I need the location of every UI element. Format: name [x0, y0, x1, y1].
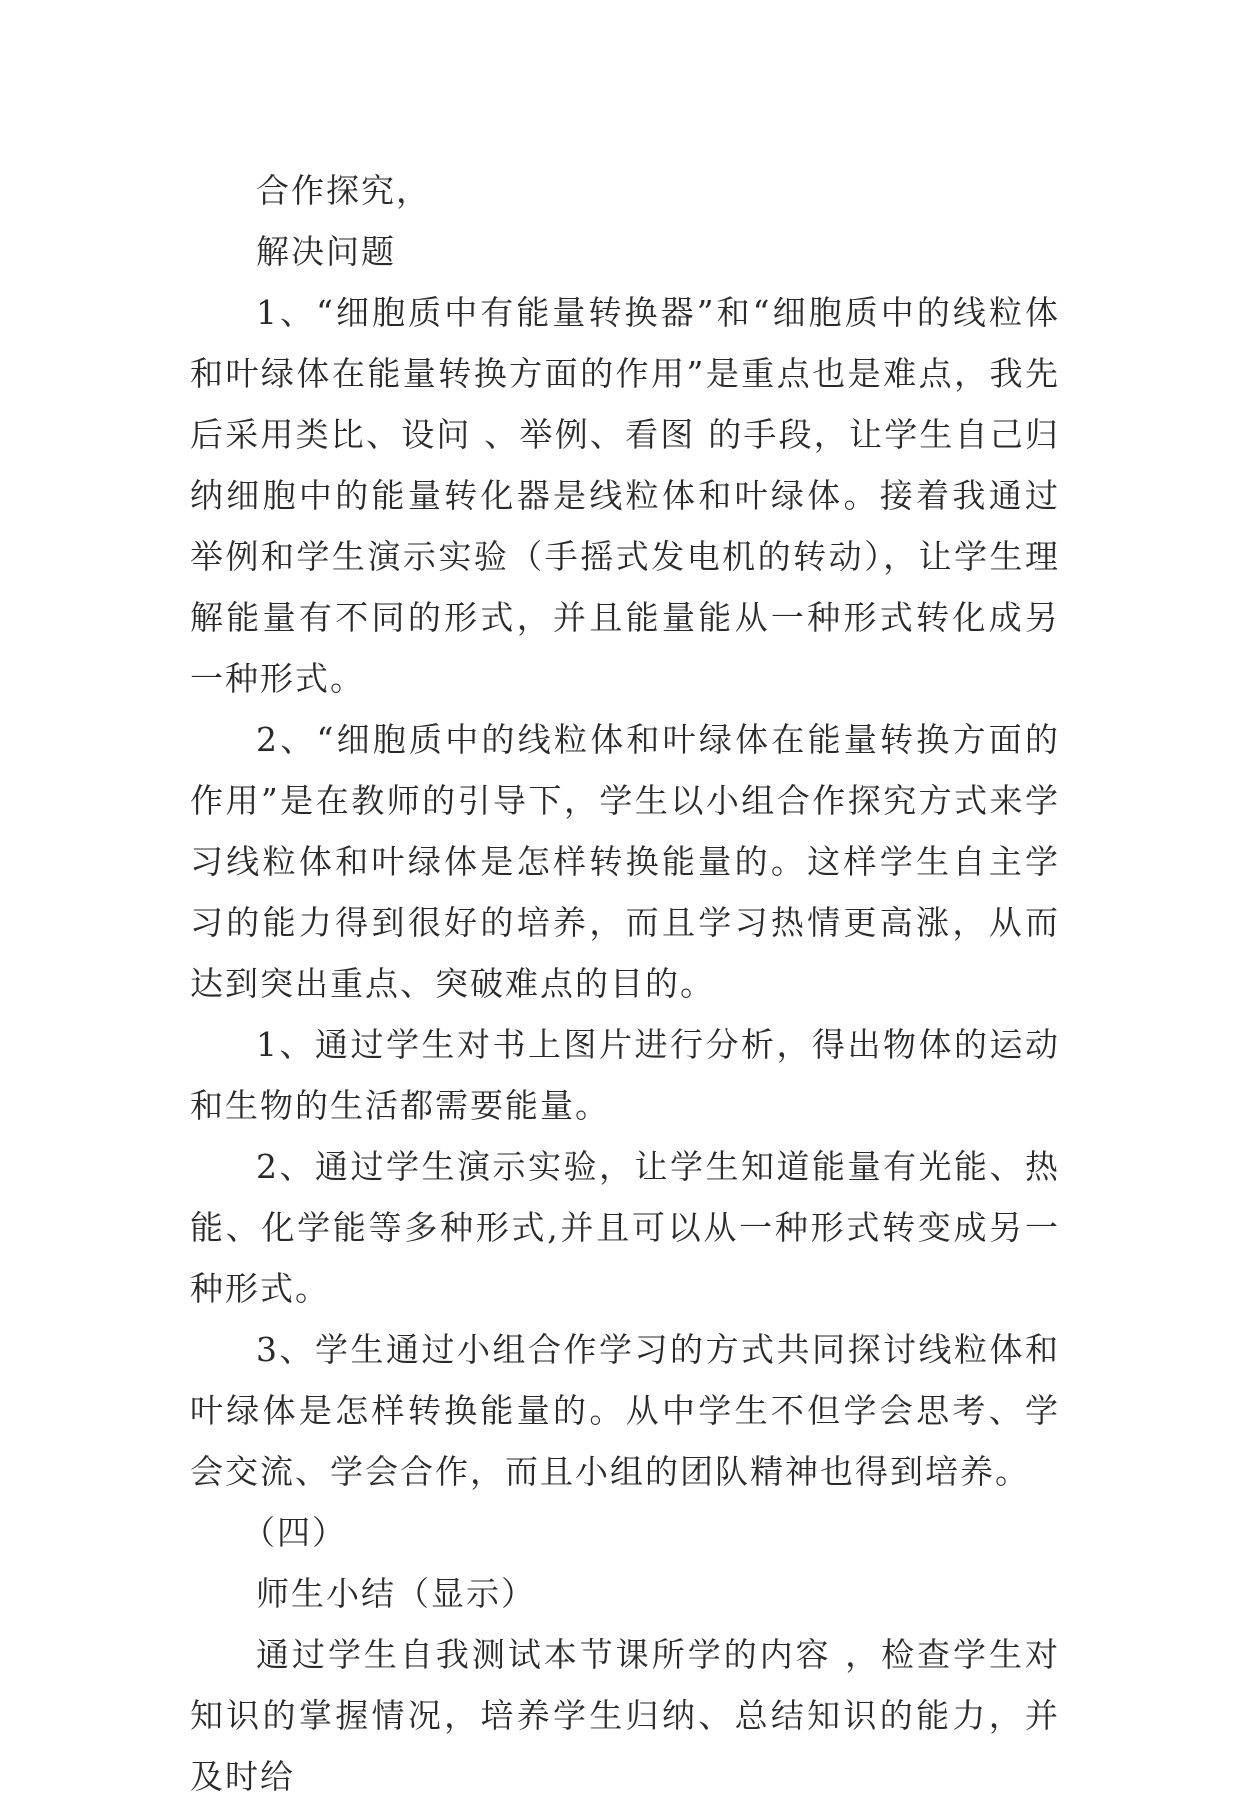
paragraph-heading-cooperate: 合作探究， [256, 171, 431, 210]
document-body [190, 160, 1060, 1807]
paragraph-summary-heading: 师生小结（显示） [256, 1574, 536, 1613]
paragraph-point-1: 1、“细胞质中有能量转换器”和“细胞质中的线粒体和叶绿体在能量转换方面的作用”是重点也是难点，我先后采用类比、设问 、举例、看图 的手段，让学生自己归纳细胞中的能量转化器是线粒体和叶绿体。接着我通过举例和学生演示实验（手摇式发电机的转动），让学生理解能量有不同的形式，并且能量能从一种形式转化成另一种形式。 [190, 293, 1060, 698]
paragraph-section-four: （四） [242, 1513, 347, 1552]
paragraph-goal-2: 2、通过学生演示实验，让学生知道能量有光能、热能、化学能等多种形式,并且可以从一种形式转变成另一种形式。 [190, 1147, 1060, 1308]
paragraph-goal-3: 3、学生通过小组合作学习的方式共同探讨线粒体和叶绿体是怎样转换能量的。从中学生不但学会思考、学会交流、学会合作，而且小组的团队精神也得到培养。 [190, 1330, 1060, 1491]
paragraph-point-2: 2、“细胞质中的线粒体和叶绿体在能量转换方面的作用”是在教师的引导下，学生以小组合作探究方式来学习线粒体和叶绿体是怎样转换能量的。这样学生自主学习的能力得到很好的培养，而且学习热情更高涨，从而达到突出重点、突破难点的目的。 [190, 720, 1060, 1003]
paragraph-goal-1: 1、通过学生对书上图片进行分析，得出物体的运动和生物的生活都需要能量。 [190, 1025, 1060, 1125]
paragraph-summary-body: 通过学生自我测试本节课所学的内容 ，检查学生对知识的掌握情况，培养学生归纳、总结知识的能力，并及时给 [190, 1635, 1060, 1796]
paragraph-heading-solve: 解决问题 [256, 232, 396, 271]
